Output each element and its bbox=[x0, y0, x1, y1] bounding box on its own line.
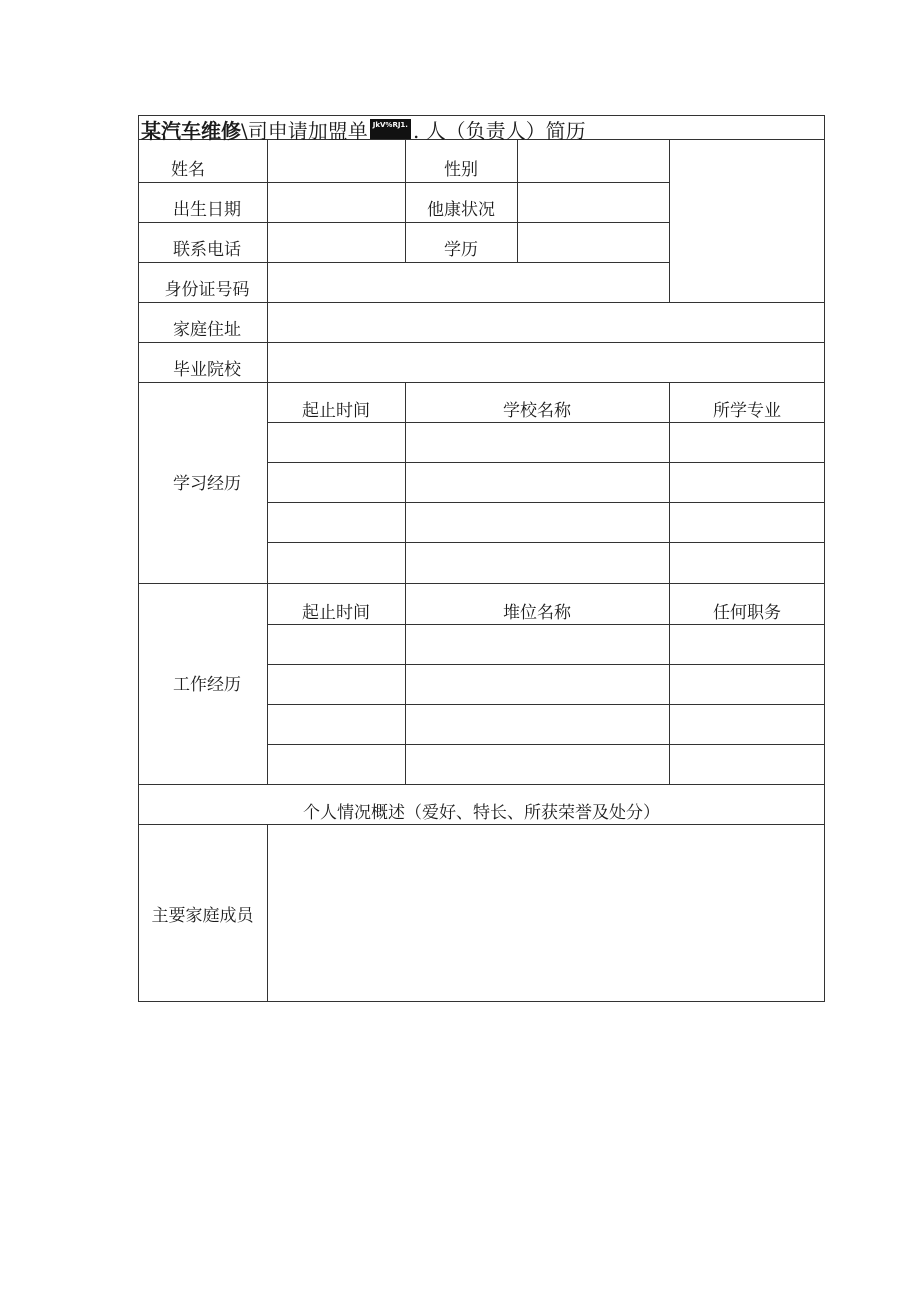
school-field[interactable] bbox=[268, 343, 824, 382]
education-label: 学历 bbox=[444, 240, 478, 260]
study-row[interactable] bbox=[268, 463, 824, 502]
address-label: 家庭住址 bbox=[173, 320, 241, 340]
table-border-top bbox=[138, 115, 825, 116]
address-field[interactable] bbox=[268, 303, 824, 342]
title-part-2: \司申请加盟单 bbox=[241, 119, 368, 143]
work-row[interactable] bbox=[268, 745, 824, 784]
health-field[interactable] bbox=[518, 183, 669, 222]
title-part-1: 某汽车维修 bbox=[141, 119, 241, 143]
name-label: 姓名 bbox=[171, 160, 205, 180]
work-row[interactable] bbox=[268, 625, 824, 664]
study-header-period: 起止时间 bbox=[302, 401, 370, 421]
table-border-right bbox=[824, 115, 825, 1002]
gender-label: 性别 bbox=[444, 160, 478, 180]
table-border-bottom bbox=[138, 1001, 825, 1002]
personal-summary-label: 个人情况概述（爱好、特长、所获荣誉及处分） bbox=[303, 803, 660, 823]
phone-label: 联系电话 bbox=[173, 240, 241, 260]
title-part-3: . 人（负责人）简历 bbox=[412, 119, 586, 143]
gender-field[interactable] bbox=[518, 140, 669, 182]
photo-box[interactable] bbox=[670, 140, 824, 302]
table-border-left bbox=[138, 115, 139, 1002]
school-label: 毕业院校 bbox=[173, 360, 241, 380]
study-header-major: 所学专业 bbox=[713, 401, 781, 421]
rule bbox=[138, 382, 825, 383]
health-label: 他康状况 bbox=[427, 200, 495, 220]
work-header-employer: 堆位名称 bbox=[503, 603, 571, 623]
id-number-label: 身份证号码 bbox=[164, 280, 250, 300]
phone-field[interactable] bbox=[268, 223, 405, 262]
rule bbox=[138, 784, 825, 785]
study-row[interactable] bbox=[268, 423, 824, 462]
name-field[interactable] bbox=[268, 140, 405, 182]
study-row[interactable] bbox=[268, 503, 824, 542]
work-history-label: 工作经历 bbox=[173, 675, 241, 695]
title-redaction: JkV%RJ1. bbox=[370, 119, 411, 139]
education-field[interactable] bbox=[518, 223, 669, 262]
work-header-period: 起止时间 bbox=[302, 603, 370, 623]
study-history-label: 学习经历 bbox=[173, 474, 241, 494]
work-row[interactable] bbox=[268, 665, 824, 704]
rule bbox=[138, 583, 825, 584]
work-header-position: 任何职务 bbox=[713, 603, 781, 623]
study-header-school: 学校名称 bbox=[503, 401, 571, 421]
birth-date-field[interactable] bbox=[268, 183, 405, 222]
family-members-field[interactable] bbox=[268, 825, 824, 1001]
birth-date-label: 出生日期 bbox=[173, 200, 241, 220]
work-row[interactable] bbox=[268, 705, 824, 744]
family-members-label: 主要家庭成员 bbox=[151, 906, 254, 926]
id-number-field[interactable] bbox=[268, 263, 669, 302]
study-row[interactable] bbox=[268, 543, 824, 583]
